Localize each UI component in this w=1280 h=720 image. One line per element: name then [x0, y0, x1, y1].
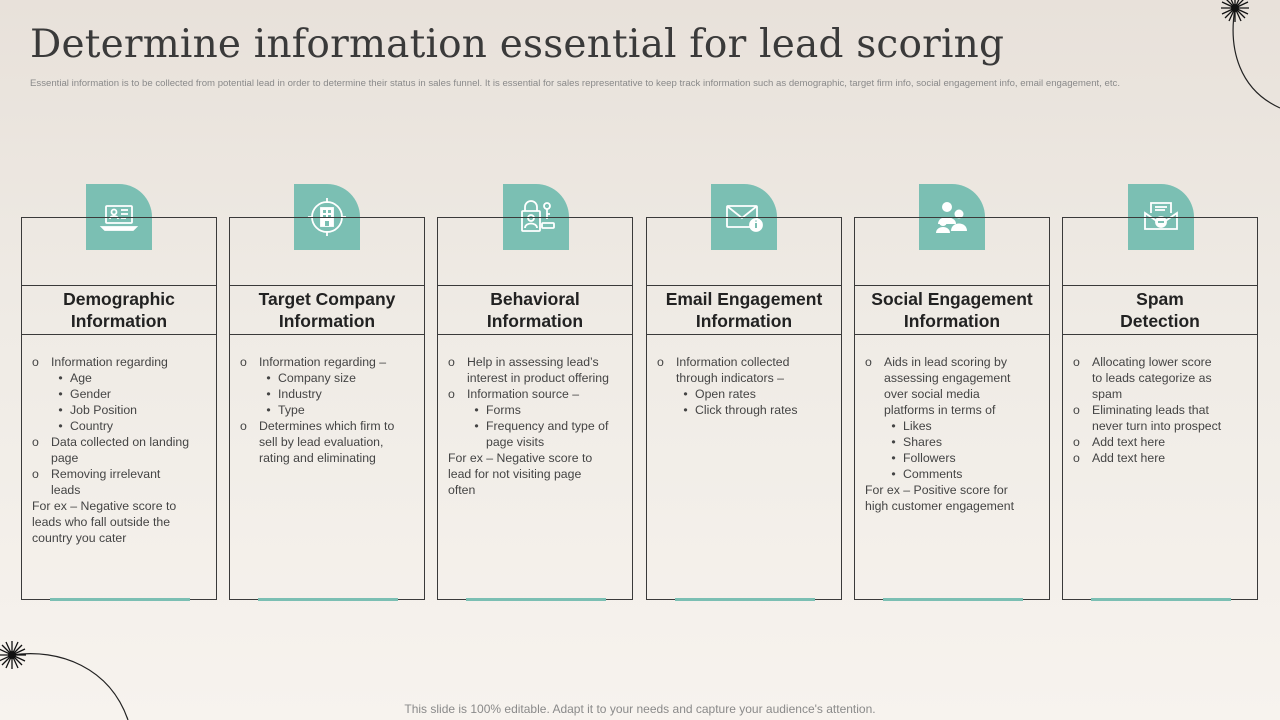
dot-bullet-icon: •	[58, 387, 63, 401]
indent-spacer	[865, 402, 884, 418]
card-behavioral	[437, 217, 633, 600]
dot-bullet-icon: •	[891, 419, 896, 433]
dot-bullet-icon: •	[266, 371, 271, 385]
card-line-text: platforms in terms of	[884, 403, 996, 417]
card-line-text: Country	[70, 419, 114, 433]
card-line-text: For ex – Positive score for	[865, 483, 1008, 497]
card-line-text: Add text here	[1092, 435, 1166, 449]
indent-spacer	[1073, 386, 1092, 402]
card-line-text: Type	[278, 403, 305, 417]
card-spam-detection	[1062, 217, 1258, 600]
card-line-text: Information regarding –	[259, 355, 387, 369]
card-line	[240, 450, 414, 466]
card-line-text: Job Position	[70, 403, 137, 417]
circle-bullet-icon: o	[240, 355, 247, 369]
card-line-text: Likes	[903, 419, 932, 433]
circle-bullet-icon: o	[240, 419, 247, 433]
card-heading: Email Engagement Information	[647, 285, 841, 335]
card-line	[32, 434, 206, 450]
card-line	[865, 370, 1039, 386]
dot-bullet-icon: •	[891, 467, 896, 481]
card-line	[32, 466, 206, 482]
card-line-text: Shares	[903, 435, 942, 449]
card-line-text: country you cater	[32, 531, 127, 545]
card-line-text: Allocating lower score	[1092, 355, 1212, 369]
indent-spacer	[32, 450, 51, 466]
card-line-text: Gender	[70, 387, 112, 401]
card-accent-bar	[883, 598, 1023, 601]
card-line-text: For ex – Negative score to	[448, 451, 593, 465]
card-accent-bar	[50, 598, 190, 601]
circle-bullet-icon: o	[448, 355, 455, 369]
card-line-text: leads	[51, 483, 81, 497]
card-body	[1073, 354, 1247, 466]
card-line	[448, 466, 622, 482]
card-line	[1073, 370, 1247, 386]
indent-spacer	[865, 370, 884, 386]
slide-footer: This slide is 100% editable. Adapt it to your needs and capture your audience's attention.	[404, 702, 876, 716]
card-line	[32, 482, 206, 498]
card-line-text: Add text here	[1092, 451, 1166, 465]
dot-bullet-icon: •	[58, 371, 63, 385]
card-line-text: Help in assessing lead’s	[467, 355, 599, 369]
card-heading: Demographic Information	[22, 285, 216, 335]
card-line	[32, 370, 206, 386]
card-line-text: over social media	[884, 387, 980, 401]
card-line-text: Aids in lead scoring by	[884, 355, 1008, 369]
card-line-text: Open rates	[695, 387, 756, 401]
card-line	[448, 418, 622, 434]
card-line-text: lead for not visiting page	[448, 467, 582, 481]
card-line	[240, 386, 414, 402]
card-line	[448, 370, 622, 386]
dot-bullet-icon: •	[58, 403, 63, 417]
card-line-text: through indicators –	[676, 371, 785, 385]
dot-bullet-icon: •	[266, 403, 271, 417]
dot-bullet-icon: •	[683, 403, 688, 417]
indent-spacer	[865, 386, 884, 402]
card-line	[657, 402, 831, 418]
card-line-text: Information regarding	[51, 355, 168, 369]
card-line-text: page	[51, 451, 79, 465]
card-line	[657, 370, 831, 386]
card-line	[240, 418, 414, 434]
card-line-text: Followers	[903, 451, 956, 465]
card-line	[240, 434, 414, 450]
card-line	[1073, 386, 1247, 402]
card-social-engagement	[854, 217, 1050, 600]
card-body	[448, 354, 622, 498]
card-line	[865, 482, 1039, 498]
card-line-text: sell by lead evaluation,	[259, 435, 384, 449]
corner-ornament-top-right	[1200, 0, 1280, 115]
card-line-text: Information collected	[676, 355, 790, 369]
circle-bullet-icon: o	[1073, 451, 1080, 465]
card-body	[657, 354, 831, 418]
card-line	[448, 386, 622, 402]
card-line	[865, 386, 1039, 402]
card-body	[32, 354, 206, 546]
card-line	[448, 450, 622, 466]
indent-spacer	[467, 434, 486, 450]
card-line-text: often	[448, 483, 476, 497]
indent-spacer	[240, 434, 259, 450]
card-line-text: Information source –	[467, 387, 580, 401]
circle-bullet-icon: o	[657, 355, 664, 369]
card-accent-bar	[675, 598, 815, 601]
card-line	[240, 370, 414, 386]
card-heading: Target Company Information	[230, 285, 424, 335]
indent-spacer	[448, 370, 467, 386]
card-demographic	[21, 217, 217, 600]
card-line-text: Removing irrelevant	[51, 467, 161, 481]
card-line	[1073, 450, 1247, 466]
card-line-text: For ex – Negative score to	[32, 499, 177, 513]
card-line-text: Industry	[278, 387, 322, 401]
card-line-text: Data collected on landing	[51, 435, 190, 449]
indent-spacer	[32, 482, 51, 498]
card-line-text: Eliminating leads that	[1092, 403, 1209, 417]
card-line-text: page visits	[486, 435, 545, 449]
card-line	[32, 498, 206, 514]
card-line-text: assessing engagement	[884, 371, 1011, 385]
card-line-text: Age	[70, 371, 92, 385]
card-line	[240, 402, 414, 418]
circle-bullet-icon: o	[1073, 403, 1080, 417]
card-accent-bar	[258, 598, 398, 601]
card-email-engagement	[646, 217, 842, 600]
card-line	[448, 434, 622, 450]
card-line-text: rating and eliminating	[259, 451, 376, 465]
card-line	[448, 402, 622, 418]
card-target-company	[229, 217, 425, 600]
card-line-text: Forms	[486, 403, 521, 417]
circle-bullet-icon: o	[865, 355, 872, 369]
card-line	[865, 466, 1039, 482]
card-line	[1073, 418, 1247, 434]
dot-bullet-icon: •	[58, 419, 63, 433]
card-line	[32, 450, 206, 466]
card-body	[240, 354, 414, 466]
card-line	[32, 354, 206, 370]
card-line	[1073, 354, 1247, 370]
dot-bullet-icon: •	[891, 451, 896, 465]
card-line-text: Company size	[278, 371, 356, 385]
card-line-text: spam	[1092, 387, 1123, 401]
card-line-text: Frequency and type of	[486, 419, 609, 433]
circle-bullet-icon: o	[1073, 435, 1080, 449]
dot-bullet-icon: •	[683, 387, 688, 401]
circle-bullet-icon: o	[32, 355, 39, 369]
card-line-text: Comments	[903, 467, 963, 481]
card-line-text: high customer engagement	[865, 499, 1015, 513]
card-line	[865, 402, 1039, 418]
card-line-text: leads who fall outside the	[32, 515, 171, 529]
card-line-text: never turn into prospect	[1092, 419, 1222, 433]
card-line	[240, 354, 414, 370]
card-line	[32, 530, 206, 546]
card-line	[865, 498, 1039, 514]
card-line	[657, 386, 831, 402]
card-line	[657, 354, 831, 370]
card-line-text: to leads categorize as	[1092, 371, 1212, 385]
indent-spacer	[657, 370, 676, 386]
slide-subtitle: Essential information is to be collected from potential lead in order to determine their status in sales funnel. It is essential for sales representative to keep track information such as demographic, target firm info, social engagement info, email engagement, etc.	[30, 78, 1120, 89]
indent-spacer	[1073, 370, 1092, 386]
card-line	[865, 434, 1039, 450]
dot-bullet-icon: •	[891, 435, 896, 449]
dot-bullet-icon: •	[474, 419, 479, 433]
card-line	[32, 418, 206, 434]
card-heading: Social Engagement Information	[855, 285, 1049, 335]
card-line	[865, 450, 1039, 466]
card-line	[32, 386, 206, 402]
card-body	[865, 354, 1039, 514]
card-line	[32, 402, 206, 418]
card-accent-bar	[466, 598, 606, 601]
indent-spacer	[240, 450, 259, 466]
card-line	[865, 418, 1039, 434]
card-line-text: Determines which firm to	[259, 419, 395, 433]
card-line	[448, 482, 622, 498]
circle-bullet-icon: o	[448, 387, 455, 401]
circle-bullet-icon: o	[1073, 355, 1080, 369]
dot-bullet-icon: •	[266, 387, 271, 401]
card-line-text: Click through rates	[695, 403, 798, 417]
dot-bullet-icon: •	[474, 403, 479, 417]
card-line	[865, 354, 1039, 370]
card-accent-bar	[1091, 598, 1231, 601]
card-line	[1073, 402, 1247, 418]
card-line	[1073, 434, 1247, 450]
card-line	[448, 354, 622, 370]
slide-title: Determine information essential for lead scoring	[30, 22, 1005, 67]
card-line	[32, 514, 206, 530]
card-line-text: interest in product offering	[467, 371, 609, 385]
card-heading: Behavioral Information	[438, 285, 632, 335]
card-heading: Spam Detection	[1063, 285, 1257, 335]
indent-spacer	[1073, 418, 1092, 434]
circle-bullet-icon: o	[32, 435, 39, 449]
circle-bullet-icon: o	[32, 467, 39, 481]
